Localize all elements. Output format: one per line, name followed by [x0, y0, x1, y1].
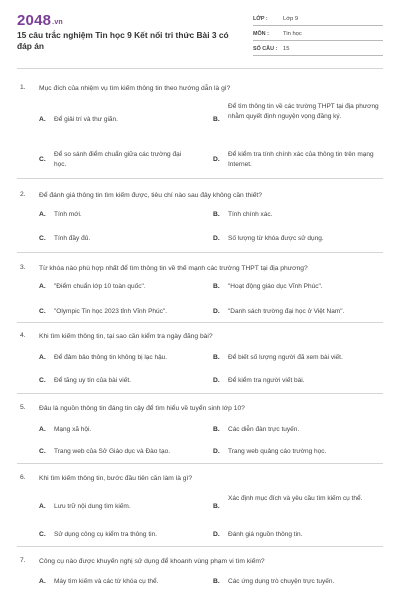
option-c[interactable]	[39, 307, 189, 317]
option-letter: C.	[39, 308, 46, 315]
option-letter: C.	[39, 235, 46, 242]
option-letter: A.	[39, 503, 46, 510]
option-text: Để biết số lượng người đã xem bài viết.	[228, 354, 343, 361]
meta-row-count	[253, 44, 383, 56]
option-b[interactable]	[213, 210, 383, 220]
option-text: "Hoạt động giáo dục Vĩnh Phúc".	[228, 283, 323, 290]
option-text: Các ứng dụng trò chuyện trực tuyến.	[228, 578, 335, 585]
option-text: Máy tìm kiếm và các từ khóa cụ thể.	[54, 578, 159, 585]
question-number: 7.	[20, 557, 26, 564]
option-a[interactable]	[39, 353, 189, 363]
option-letter: C.	[39, 377, 46, 384]
option-text: Để kiểm tra tính chính xác của thông tin trên mạng Internet.	[228, 151, 374, 168]
meta-label: MÔN :	[253, 31, 269, 37]
option-letter: C.	[39, 156, 46, 163]
option-letter: B.	[213, 211, 220, 218]
option-text: Để so sánh điểm chuẩn giữa các trường đại học.	[54, 151, 182, 168]
option-text: Đánh giá nguồn thông tin.	[228, 531, 303, 538]
option-d[interactable]	[213, 447, 383, 457]
option-text: Sử dụng công cụ kiểm tra thông tin.	[54, 531, 157, 538]
option-text: Để giải trí và thư giãn.	[54, 116, 118, 123]
site-logo[interactable]	[17, 12, 63, 29]
option-text: "Danh sách trường đại học ở Việt Nam".	[228, 308, 345, 315]
option-letter: A.	[39, 354, 46, 361]
option-letter: B.	[213, 116, 220, 123]
option-letter: A.	[39, 211, 46, 218]
option-c[interactable]	[39, 530, 189, 540]
page-title: 15 câu trắc nghiệm Tin học 9 Kết nối tri thức Bài 3 có đáp án	[17, 30, 229, 51]
option-letter: C.	[39, 448, 46, 455]
option-text: "Olympic Tin học 2023 tỉnh Vĩnh Phúc".	[54, 308, 168, 315]
option-c[interactable]	[39, 234, 189, 244]
divider	[17, 463, 383, 464]
divider	[17, 322, 383, 323]
option-letter: C.	[39, 531, 46, 538]
option-letter: B.	[213, 354, 220, 361]
option-b[interactable]	[213, 353, 383, 363]
option-text: Tính chính xác.	[228, 211, 273, 218]
option-a[interactable]	[39, 425, 189, 435]
option-letter: D.	[213, 235, 220, 242]
meta-label: SỐ CÂU :	[253, 46, 278, 52]
option-d[interactable]	[213, 234, 383, 244]
option-text: Trang web quảng cáo trường học.	[228, 448, 327, 455]
option-text: Để đảm bảo thông tin không bị lạc hậu.	[54, 354, 168, 361]
meta-value: 15	[283, 46, 290, 52]
divider	[17, 252, 383, 253]
question-text: Để đánh giá thông tin tìm kiếm được, tiêu chí nào sau đây không cần thiết?	[39, 192, 262, 199]
logo-suffix: .vn	[52, 19, 63, 26]
option-text: Tính đầy đủ.	[54, 235, 91, 242]
option-text: Để kiểm tra người viết bài.	[228, 377, 305, 384]
option-letter: D.	[213, 156, 220, 163]
option-letter: B.	[213, 578, 220, 585]
option-letter: D.	[213, 448, 220, 455]
option-text: Mạng xã hội.	[54, 426, 92, 433]
question-text: Khi tìm kiếm thông tin, bước đầu tiên cần làm là gì?	[39, 475, 193, 482]
option-letter: B.	[213, 503, 220, 510]
divider	[17, 393, 383, 394]
option-b[interactable]	[213, 425, 383, 435]
option-text: Xác định mục đích và yêu cầu tìm kiếm cụ thể.	[228, 495, 363, 502]
option-text: Lưu trữ nội dung tìm kiếm.	[54, 503, 131, 510]
option-text: "Điểm chuẩn lớp 10 toàn quốc".	[54, 283, 146, 290]
option-d[interactable]	[213, 150, 383, 170]
option-letter: A.	[39, 283, 46, 290]
question-number: 5.	[20, 404, 26, 411]
question-number: 4.	[20, 332, 26, 339]
option-b[interactable]	[213, 282, 383, 292]
question-text: Khi tìm kiếm thông tin, tại sao cần kiểm tra ngày đăng bài?	[39, 333, 213, 340]
question-text: Mục đích của nhiệm vụ tìm kiếm thông tin theo hướng dẫn là gì?	[39, 85, 231, 92]
option-a[interactable]	[39, 282, 189, 292]
option-text: Trang web của Sở Giáo dục và Đào tạo.	[54, 448, 171, 455]
question-number: 6.	[20, 474, 26, 481]
option-a[interactable]	[39, 115, 189, 125]
option-letter: D.	[213, 531, 220, 538]
option-letter: B.	[213, 426, 220, 433]
question-number: 2.	[20, 191, 26, 198]
meta-label: LỚP :	[253, 16, 268, 22]
option-c[interactable]	[39, 150, 189, 170]
question-number: 1.	[20, 84, 26, 91]
option-a[interactable]	[39, 210, 189, 220]
option-text: Tính mới.	[54, 211, 82, 218]
option-letter: D.	[213, 308, 220, 315]
option-letter: A.	[39, 116, 46, 123]
meta-row-subject	[253, 29, 383, 41]
divider	[17, 178, 383, 179]
option-letter: B.	[213, 283, 220, 290]
option-text: Các diễn đàn trực tuyến.	[228, 426, 300, 433]
question-text: Từ khóa nào phù hợp nhất để tìm thông tin về thế mạnh các trường THPT tại địa phương?	[39, 265, 308, 272]
worksheet-header	[0, 0, 400, 70]
meta-value: Lớp 9	[283, 16, 299, 22]
meta-value: Tin học	[283, 31, 302, 37]
divider	[17, 68, 383, 69]
question-number: 3.	[20, 264, 26, 271]
option-b[interactable]	[213, 577, 383, 587]
option-a[interactable]	[39, 502, 189, 512]
option-c[interactable]	[39, 447, 189, 457]
option-text: Để tăng uy tín của bài viết.	[54, 377, 131, 384]
logo-main: 2048	[17, 12, 52, 29]
question-text: Đâu là nguồn thông tin đáng tin cậy để tìm hiểu về tuyển sinh lớp 10?	[39, 405, 245, 412]
option-letter: D.	[213, 377, 220, 384]
option-d[interactable]	[213, 376, 383, 386]
meta-row-class	[253, 14, 383, 26]
option-letter: A.	[39, 578, 46, 585]
divider	[17, 546, 383, 547]
option-text: Số lượng từ khóa được sử dụng.	[228, 235, 324, 242]
option-c[interactable]	[39, 376, 189, 386]
option-text: Để tìm thông tin về các trường THPT tại địa phương nhằm quyết định nguyện vọng đăng ký.	[228, 103, 379, 120]
option-a[interactable]	[39, 577, 189, 587]
option-d[interactable]	[213, 307, 383, 317]
question-text: Công cụ nào được khuyến nghị sử dụng để khoanh vùng phạm vi tìm kiếm?	[39, 558, 265, 565]
option-letter: A.	[39, 426, 46, 433]
option-d[interactable]	[213, 530, 383, 540]
option-b[interactable]	[213, 494, 383, 511]
option-b[interactable]	[213, 102, 383, 124]
